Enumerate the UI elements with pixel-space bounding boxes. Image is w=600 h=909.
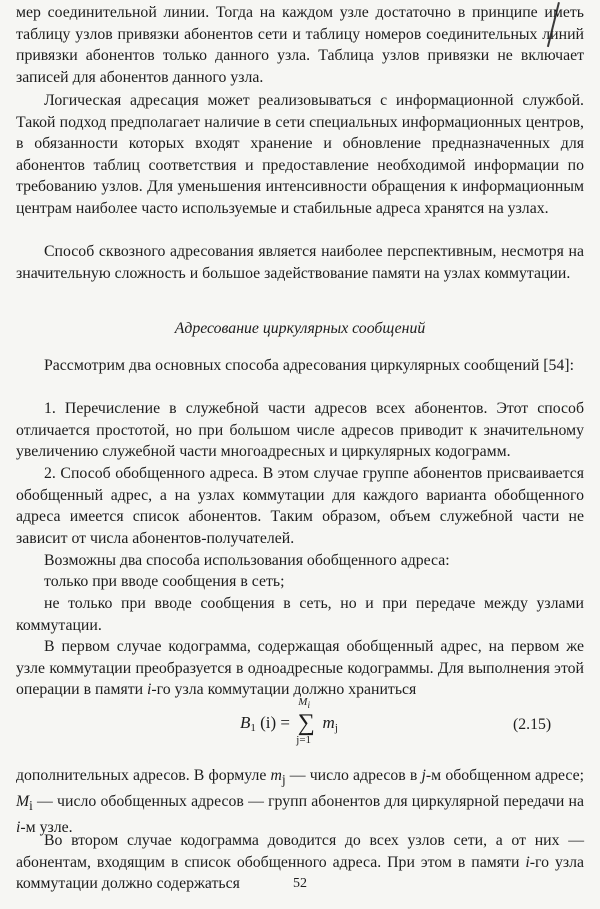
paragraph-end-to-end: Способ сквозного адресования является наиболее перспективным, несмотря на значительную сложность и большое задействование памяти на узлах коммутации. — [16, 243, 584, 282]
text-run: -го узла коммутации должно храниться — [151, 681, 417, 699]
formula-term-subscript: j — [334, 722, 338, 734]
formula-2-15 — [0, 696, 600, 754]
variable-i: i — [147, 681, 152, 699]
formula-lhs-subscript: 1 — [250, 722, 256, 734]
formula-lhs-argument: (i) = — [260, 713, 291, 732]
sum-upper-sub: i — [307, 700, 310, 711]
text-run: В первом случае кодограмма, содержащая обобщенный адрес, на первом же узле коммутации преобразуется в одноадресные кодограммы. Для выполнения этой операции в памяти — [16, 638, 584, 699]
paragraph-continued: мер соединительной линии. Тогда на каждом узле достаточно в принципе иметь таблицу узлов привязки абонентов сети и таблицу номеров соединительных линий привязки абонентов только данного узла. Таблица узлов привязки не включает записей для абонентов данного узла. — [16, 4, 584, 86]
variable-M: M — [16, 792, 30, 810]
paragraph-method-2: 2. Способ обобщенного адреса. В этом случае группе абонентов присваивается обобщенный адрес, а на узлах коммутации для каждого варианта обобщенного адреса имеется список абонентов. Таким образом, объем служебной части не зависит от числа абонентов-получателей. — [16, 465, 584, 547]
variable-i: i — [525, 853, 530, 871]
variable-i: i — [16, 818, 21, 836]
subscript-i: i — [29, 797, 33, 813]
text-run: дополнительных адресов. В формуле — [16, 767, 271, 784]
summation-sign — [296, 696, 316, 746]
text-run: -го узла коммутации должно содержаться — [16, 853, 584, 893]
variable-m: m — [270, 767, 282, 784]
text-run: Во втором случае кодограмма доводится до всех узлов сети, а от них — абонентам, входящим в список обобщенного адреса. При этом в памяти — [16, 832, 584, 871]
formula-expression — [240, 696, 338, 746]
variable-j: j — [421, 767, 426, 784]
paragraph-first-case — [16, 636, 584, 701]
paragraph-two-ways: Возможны два способа использования обобщенного адреса: — [44, 552, 450, 569]
text-run: -м узле. — [20, 818, 73, 836]
section-heading: Адресование циркулярных сообщений — [174, 320, 426, 337]
paragraph-way-1: только при вводе сообщения в сеть; — [44, 573, 285, 590]
formula-lhs-symbol: B — [240, 713, 251, 732]
paragraph-way-2: не только при вводе сообщения в сеть, но и при передаче между узлами коммутации. — [16, 595, 584, 634]
text-run: — число адресов в — [285, 767, 422, 784]
page-number: 52 — [293, 876, 307, 891]
formula-term: m — [322, 713, 335, 732]
sum-upper-var: M — [298, 696, 308, 708]
paragraph-method-1: 1. Перечисление в служебной части адресов всех абонентов. Этот способ отличается простотой, но при большом числе адресов приводит к значительному увеличению служебной части многоадресных и циркулярных кодограмм. — [16, 400, 584, 461]
sum-lower-limit: j=1 — [296, 734, 312, 746]
subscript-j: j — [281, 772, 286, 788]
paragraph-logical-addressing: Логическая адресация может реализовываться с информационной службой. Такой подход предполагает наличие в сети специальных информационных центров, в обязанности которых входят хранение и обновление предназначенных для абонентов таблиц соответствия и предоставление необходимой информации по требованию узлов. Для уменьшения интенсивности обращения к информационным центрам наиболее часто используемые и стабильные адреса хранятся на узлах. — [16, 92, 584, 217]
paragraph-intro-methods: Рассмотрим два основных способа адресования циркулярных сообщений [54]: — [44, 357, 574, 374]
equation-number: (2.15) — [513, 716, 552, 733]
paragraph-formula-explanation — [16, 765, 584, 838]
sum-upper-limit — [298, 696, 310, 711]
sum-symbol: ∑ — [297, 710, 315, 736]
text-run: -м обобщенном адресе; — [425, 767, 584, 784]
text-run: — число обобщенных адресов — групп абонентов для циркулярной передачи на — [32, 792, 584, 810]
